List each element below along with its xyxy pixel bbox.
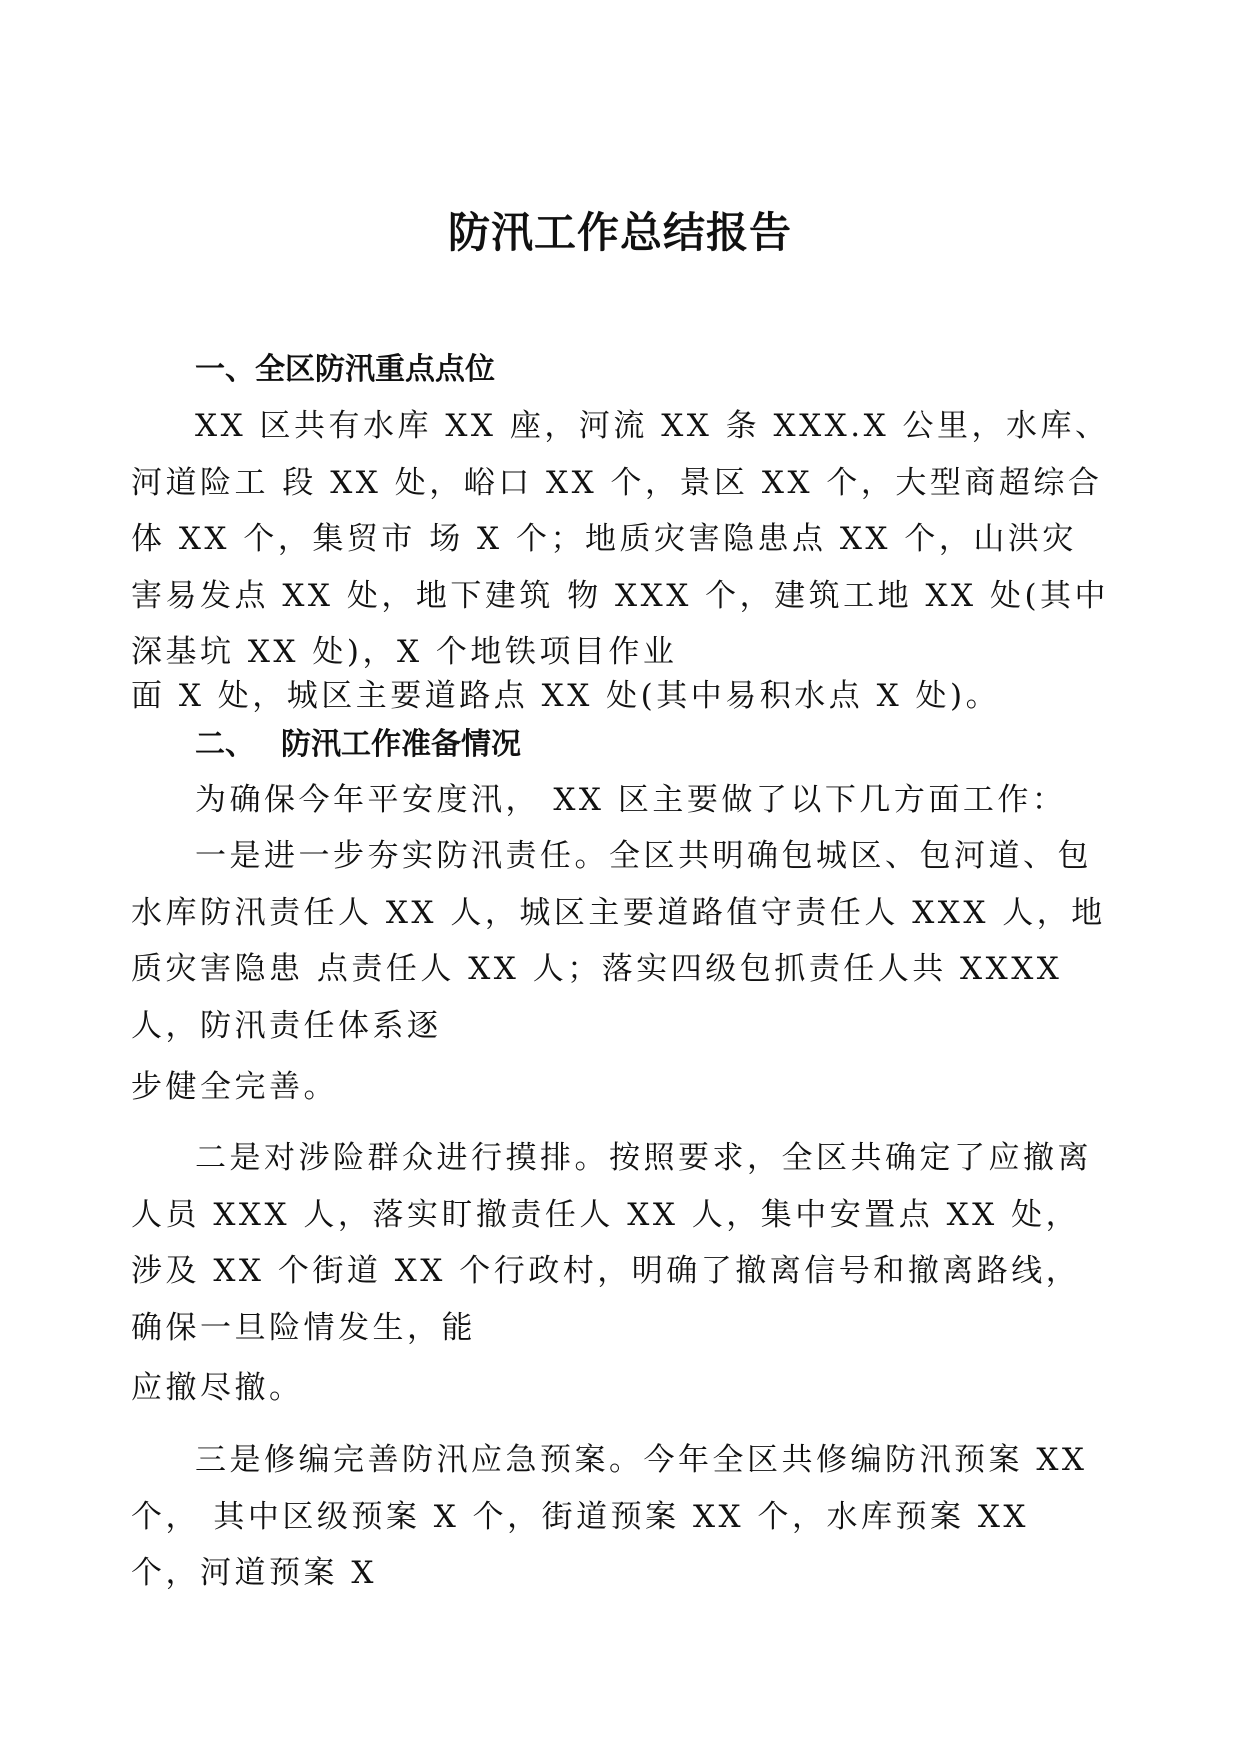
section-2-heading-number: 二、 bbox=[195, 727, 255, 762]
section-2-paragraph-2: 一是进一步夯实防汛责任。全区共明确包城区、包河道、包水库防汛责任人 XX 人，城区主要道路值守责任人 XXX 人，地质灾害隐患 点责任人 XX 人；落实四级包抓责任人共 XXXX 人，防汛责任体系逐 bbox=[131, 838, 1106, 1044]
section-2-paragraph-1: 为确保今年平安度汛， XX 区主要做了以下几方面工作： bbox=[195, 782, 1067, 818]
section-2-paragraph-5: 应撤尽撤。 bbox=[131, 1370, 304, 1406]
section-1-paragraph-1: XX 区共有水库 XX 座，河流 XX 条 XXX.X 公里，水库、河道险工 段 XX 处，峪口 XX 个，景区 XX 个，大型商超综合体 XX 个，集贸市 场 X 个；地质灾害隐患点 XX 个，山洪灾害易发点 XX 处，地下建筑 物 XXX 个，建筑工地 XX 处(其中深基坑 XX 处)，X 个地铁项目作业 bbox=[131, 408, 1110, 670]
document-title: 防汛工作总结报告 bbox=[447, 208, 792, 257]
section-1-paragraph-2: 面 X 处，城区主要道路点 XX 处(其中易积水点 X 处)。 bbox=[131, 678, 1001, 714]
section-2-heading-text: 防汛工作准备情况 bbox=[281, 727, 521, 762]
section-2-paragraph-6: 三是修编完善防汛应急预案。今年全区共修编防汛预案 XX 个， 其中区级预案 X 个，街道预案 XX 个，水库预案 XX 个，河道预案 X bbox=[131, 1442, 1088, 1591]
section-1-heading: 一、全区防汛重点点位 bbox=[195, 352, 495, 387]
section-2-paragraph-4: 二是对涉险群众进行摸排。按照要求，全区共确定了应撤离人员 XXX 人，落实盯撤责任人 XX 人，集中安置点 XX 处，涉及 XX 个街道 XX 个行政村，明确了撤离信号和撤离路线，确保一旦险情发生，能 bbox=[131, 1140, 1092, 1346]
section-2-heading bbox=[195, 725, 521, 765]
section-2-paragraph-3: 步健全完善。 bbox=[131, 1069, 338, 1105]
